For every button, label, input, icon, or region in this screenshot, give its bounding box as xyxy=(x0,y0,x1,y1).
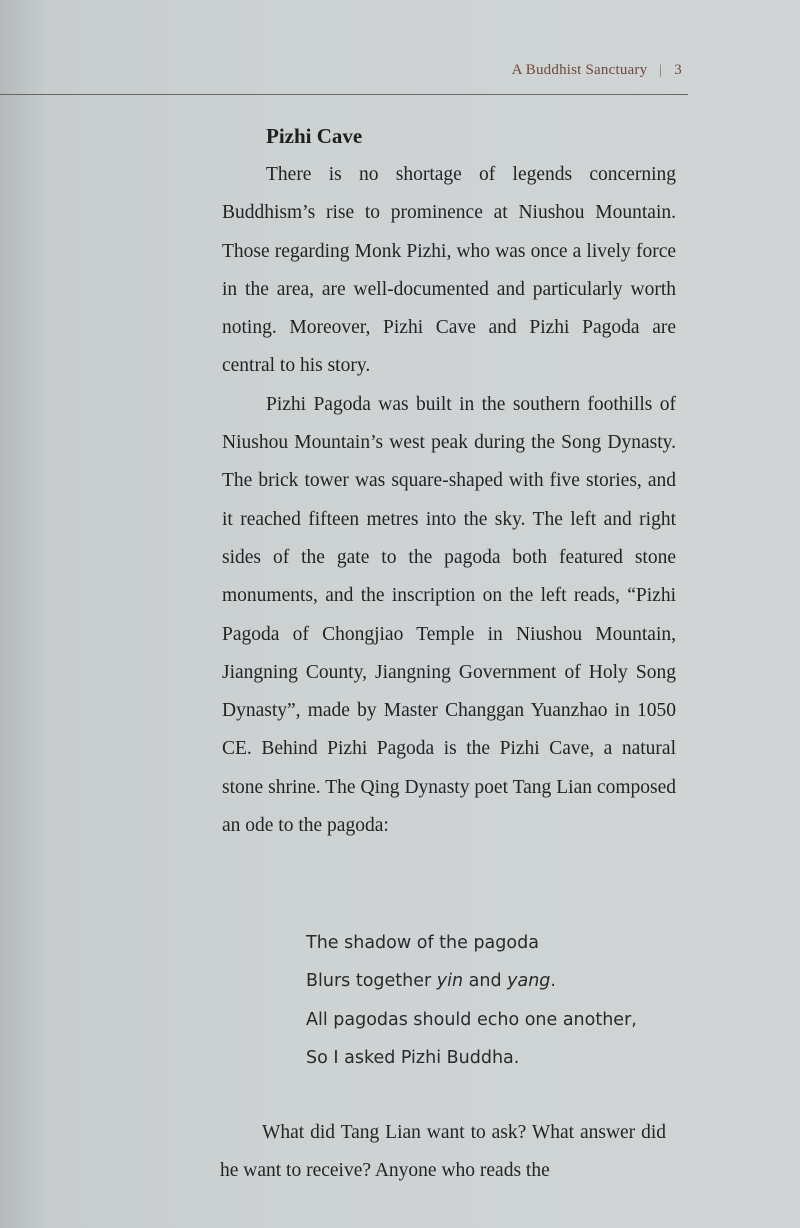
header-rule xyxy=(0,94,688,95)
poem-line-2-and: and xyxy=(463,971,508,992)
paragraph-2: Pizhi Pagoda was built in the southern foothills of Niushou Mountain’s west peak during the Song Dynasty. The brick tower was square-shaped with five stories, and it reached fifteen metres into the sky. The left and right sides of the gate to the pagoda both featured stone monuments, and the inscription on the left reads, “Pizhi Pagoda of Chongjiao Temple in Niushou Mountain, Jiangning County, Jiangning Government of Holy Song Dynasty”, made by Master Changgan Yuanzhao in 1050 CE. Behind Pizhi Pagoda is the Pizhi Cave, a natural stone shrine. The Qing Dynasty poet Tang Lian composed an ode to the pagoda: xyxy=(222,393,676,837)
section-heading: Pizhi Cave xyxy=(266,124,363,148)
poem-line-1: The shadow of the pagoda xyxy=(306,933,539,953)
header-separator: | xyxy=(659,62,663,78)
poem xyxy=(306,924,637,1077)
closing-text xyxy=(220,1114,666,1191)
poem-word-yang: yang xyxy=(507,971,551,992)
poem-line-3: All pagodas should echo one another, xyxy=(306,1009,637,1030)
poem-line-2 xyxy=(306,962,637,1000)
running-title: A Buddhist Sanctuary xyxy=(511,62,648,78)
poem-line-4: So I asked Pizhi Buddha. xyxy=(306,1047,520,1068)
poem-word-yin: yin xyxy=(436,971,464,992)
poem-line-2-end: . xyxy=(550,971,556,992)
body-text xyxy=(222,156,676,845)
paragraph-1: There is no shortage of legends concerning Buddhism’s rise to prominence at Niushou Mountain. Those regarding Monk Pizhi, who was once a lively force in the area, are well-documented and particularly worth noting. Moreover, Pizhi Cave and Pizhi Pagoda are central to his story. xyxy=(222,164,676,377)
poem-line-2-start: Blurs together xyxy=(306,971,437,992)
page-number: 3 xyxy=(674,62,682,78)
paragraph-3: What did Tang Lian want to ask? What answer did he want to receive? Anyone who reads the xyxy=(220,1122,666,1182)
running-header xyxy=(512,62,682,79)
